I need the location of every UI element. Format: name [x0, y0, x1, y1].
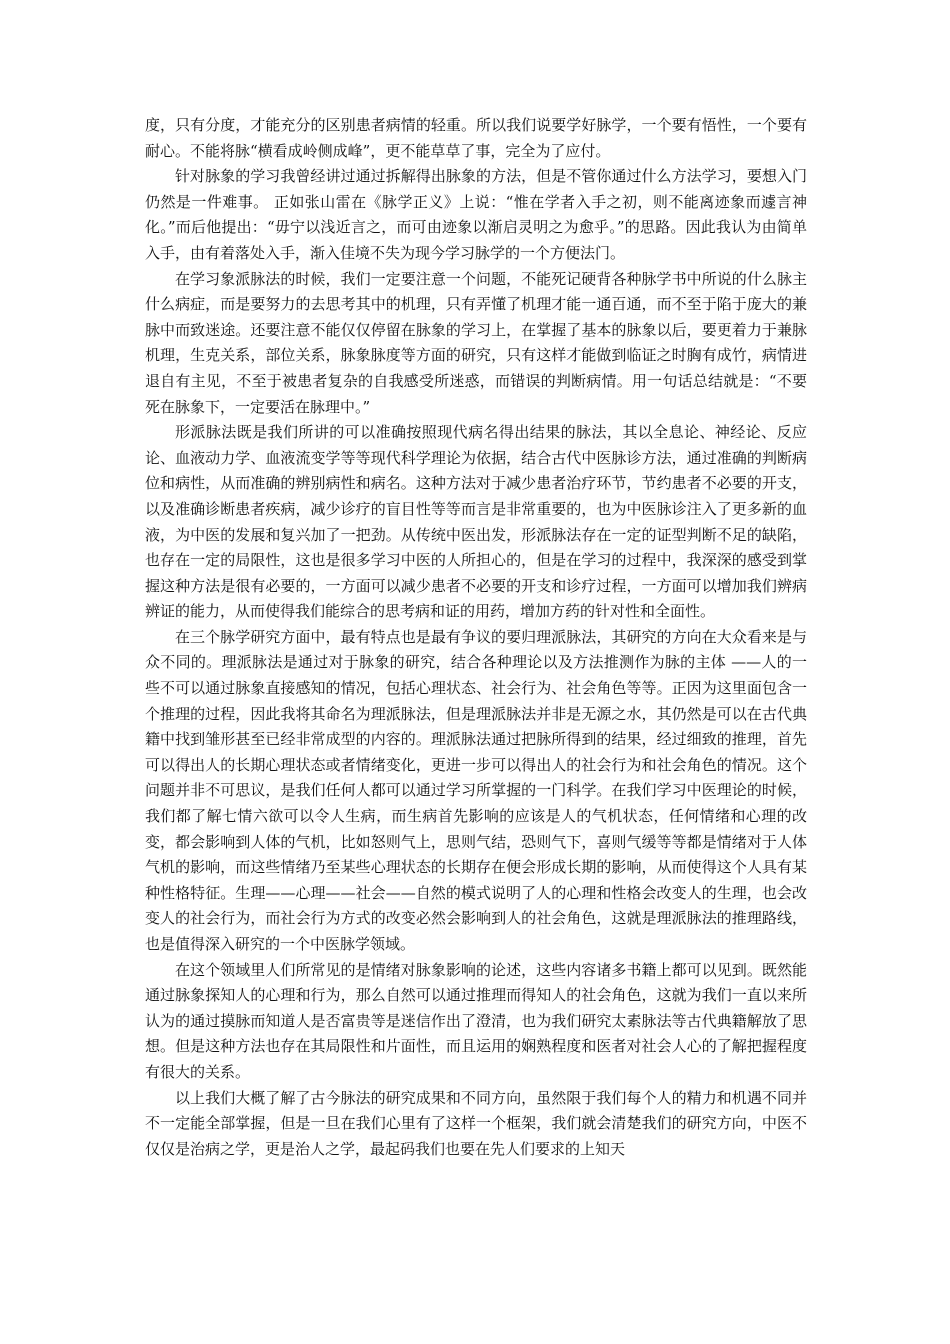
paragraph: 形派脉法既是我们所讲的可以准确按照现代病名得出结果的脉法，其以全息论、神经论、反应论、血液动力学、血液流变学等等现代科学理论为依据，结合古代中医脉诊方法，通过准确的判断病位和病性，从而准确的辨别病性和病名。这种方法对于减少患者治疗环节，节约患者不必要的开支，以及准确诊断患者疾病，减少诊疗的盲目性等等而言是非常重要的，也为中医脉诊注入了更多新的血液，为中医的发展和复兴加了一把劲。从传统中医出发，形派脉法存在一定的证型判断不足的缺陷，也存在一定的局限性，这也是很多学习中医的人所担心的，但是在学习的过程中，我深深的感受到掌握这种方法是很有必要的，一方面可以减少患者不必要的开支和诊疗过程，一方面可以增加我们辨病辨证的能力，从而使得我们能综合的思考病和证的用药，增加方药的针对性和全面性。	[145, 423, 807, 621]
paragraph-continued: 度，只有分度，才能充分的区别患者病情的轻重。所以我们说要学好脉学，一个要有悟性，一个要有耐心。不能将脉“横看成岭侧成峰”，更不能草草了事，完全为了应付。	[145, 116, 807, 160]
paragraph: 在这个领域里人们所常见的是情绪对脉象影响的论述，这些内容诸多书籍上都可以见到。既然能通过脉象探知人的心理和行为，那么自然可以通过推理而得知人的社会角色，这就为我们一直以来所认为的通过摸脉而知道人是否富贵等是迷信作出了澄清，也为我们研究太素脉法等古代典籍解放了思想。但是这种方法也存在其局限性和片面性，而且运用的娴熟程度和医者对社会人心的了解把握程度有很大的关系。	[145, 960, 807, 1081]
paragraph: 在学习象派脉法的时候，我们一定要注意一个问题，不能死记硬背各种脉学书中所说的什么脉主什么病症，而是要努力的去思考其中的机理，只有弄懂了机理才能一通百通，而不至于陷于庞大的兼脉中而致迷途。还要注意不能仅仅停留在脉象的学习上，在掌握了基本的脉象以后，要更着力于兼脉机理，生克关系，部位关系，脉象脉度等方面的研究，只有这样才能做到临证之时胸有成竹，病情进退自有主见，不至于被患者复杂的自我感受所迷惑，而错误的判断病情。用一句话总结就是：“不要死在脉象下，一定要活在脉理中。”	[145, 269, 807, 416]
paragraph: 针对脉象的学习我曾经讲过通过拆解得出脉象的方法，但是不管你通过什么方法学习，要想入门仍然是一件难事。 正如张山雷在《脉学正义》上说：“惟在学者入手之初，则不能离迹象而遽言神化。”而后他提出：“毋宁以浅近言之，而可由迹象以渐启灵明之为愈乎。”的思路。因此我认为由简单入手，由有着落处入手，渐入佳境不失为现今学习脉学的一个方便法门。	[145, 167, 807, 262]
paragraph: 以上我们大概了解了古今脉法的研究成果和不同方向，虽然限于我们每个人的精力和机遇不同并不一定能全部掌握，但是一旦在我们心里有了这样一个框架，我们就会清楚我们的研究方向，中医不仅仅是治病之学，更是治人之学，最起码我们也要在先人们要求的上知天	[145, 1088, 807, 1158]
body-text	[145, 113, 807, 1162]
paragraph: 在三个脉学研究方面中，最有特点也是最有争议的要归理派脉法，其研究的方向在大众看来是与众不同的。理派脉法是通过对于脉象的研究，结合各种理论以及方法推测作为脉的主体 ——人的一些不可以通过脉象直接感知的情况，包括心理状态、社会行为、社会角色等等。正因为这里面包含一个推理的过程，因此我将其命名为理派脉法，但是理派脉法并非是无源之水，其仍然是可以在古代典籍中找到雏形甚至已经非常成型的内容的。理派脉法通过把脉所得到的结果，经过细致的推理，首先可以得出人的长期心理状态或者情绪变化，更进一步可以得出人的社会行为和社会角色的情况。这个问题并非不可思议，是我们任何人都可以通过学习所掌握的一门科学。在我们学习中医理论的时候，我们都了解七情六欲可以令人生病，而生病首先影响的应该是人的气机状态，任何情绪和心理的改变，都会影响到人体的气机，比如怒则气上，思则气结，恐则气下，喜则气缓等等都是情绪对于人体气机的影响，而这些情绪乃至某些心理状态的长期存在便会形成长期的影响，从而使得这个人具有某种性格特征。生理——心理——社会——自然的模式说明了人的心理和性格会改变人的生理，也会改变人的社会行为，而社会行为方式的改变必然会影响到人的社会角色，这就是理派脉法的推理路线，也是值得深入研究的一个中医脉学领域。	[145, 627, 807, 953]
